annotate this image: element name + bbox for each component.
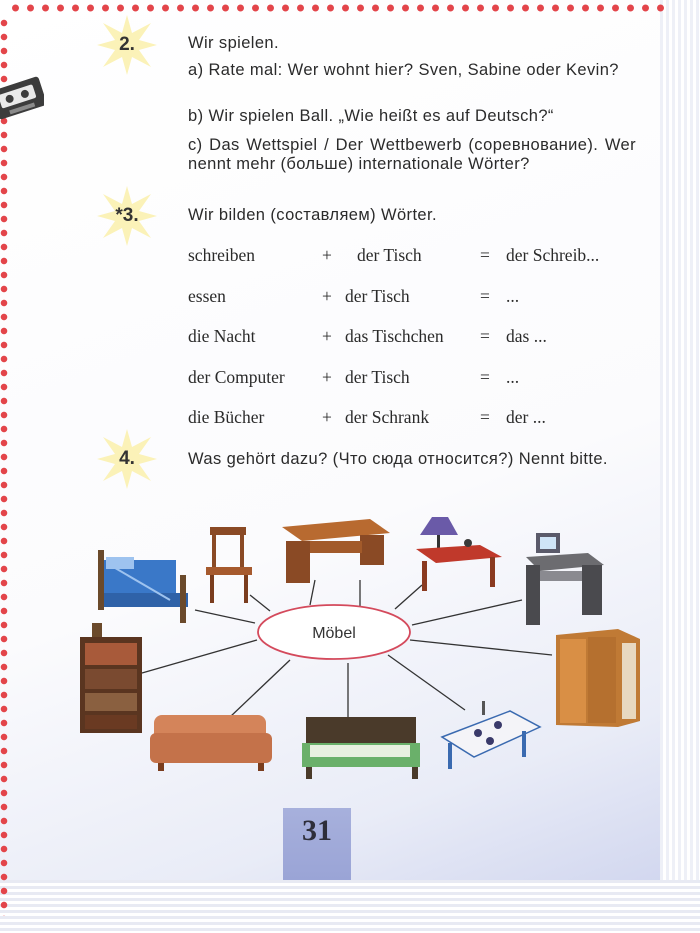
word-base: schreiben <box>188 245 256 265</box>
exercise-2-item-a: a) Rate mal: Wer wohnt hier? Sven, Sabine oder Kevin? <box>188 61 619 79</box>
exercise-2-item-c: c) Das Wettspiel / Der Wettbewerb (соревнование). Wer nennt mehr (больше) internationale Wörter? <box>188 136 636 173</box>
computer-desk-picture <box>526 533 604 625</box>
word-addend: der Tisch <box>357 245 422 265</box>
word-result: der Schreib... <box>506 245 600 265</box>
equals-sign: = <box>480 326 490 346</box>
word-base: essen <box>188 286 226 306</box>
plus-sign: + <box>322 326 332 346</box>
exercise-number: 4. <box>119 448 135 469</box>
word-result: ... <box>506 367 520 387</box>
right-margin-stripes <box>660 0 700 880</box>
exercise-3-badge <box>95 184 159 248</box>
word-addend: der Tisch <box>345 286 410 306</box>
cassette-icon <box>0 68 44 128</box>
exercise-number: 2. <box>119 34 135 55</box>
left-dotted-border <box>0 16 8 916</box>
center-label: Möbel <box>312 625 356 642</box>
word-addend: der Schrank <box>345 407 430 427</box>
equals-sign: = <box>480 286 490 306</box>
armchair-picture <box>302 717 420 779</box>
word-result: das ... <box>506 326 547 346</box>
chair-picture <box>206 527 252 603</box>
word-result: ... <box>506 286 520 306</box>
furniture-mind-map <box>70 505 650 795</box>
exercise-number: *3. <box>115 205 139 226</box>
plus-sign: + <box>322 286 332 306</box>
equals-sign: = <box>480 407 490 427</box>
plus-sign: + <box>322 367 332 387</box>
exercise-2-item-b: b) Wir spielen Ball. „Wie heißt es auf Deutsch?“ <box>188 107 554 125</box>
word-base: die Nacht <box>188 326 256 346</box>
wardrobe-picture <box>556 629 640 727</box>
dining-table-picture <box>442 701 540 769</box>
word-base: die Bücher <box>188 407 265 427</box>
page-number: 31 <box>302 814 332 847</box>
word-addend: das Tischchen <box>345 326 444 346</box>
plus-sign: + <box>322 245 332 265</box>
bookshelf-picture <box>80 623 142 733</box>
exercise-4-instruction: Was gehört dazu? (Что сюда относится?) Nennt bitte. <box>188 450 608 468</box>
table-lamp-picture <box>416 517 502 591</box>
sofa-picture <box>150 715 272 771</box>
exercise-2-title: Wir spielen. <box>188 34 279 52</box>
exercise-4-badge <box>95 427 159 491</box>
exercise-3-title: Wir bilden (составляем) Wörter. <box>188 206 437 224</box>
bed-picture <box>98 550 188 623</box>
word-base: der Computer <box>188 367 285 387</box>
equals-sign: = <box>480 245 490 265</box>
word-addend: der Tisch <box>345 367 410 387</box>
word-result: der ... <box>506 407 546 427</box>
desk-picture <box>282 519 390 583</box>
plus-sign: + <box>322 407 332 427</box>
bottom-margin-stripes <box>0 880 700 933</box>
exercise-2-badge <box>95 13 159 77</box>
equals-sign: = <box>480 367 490 387</box>
